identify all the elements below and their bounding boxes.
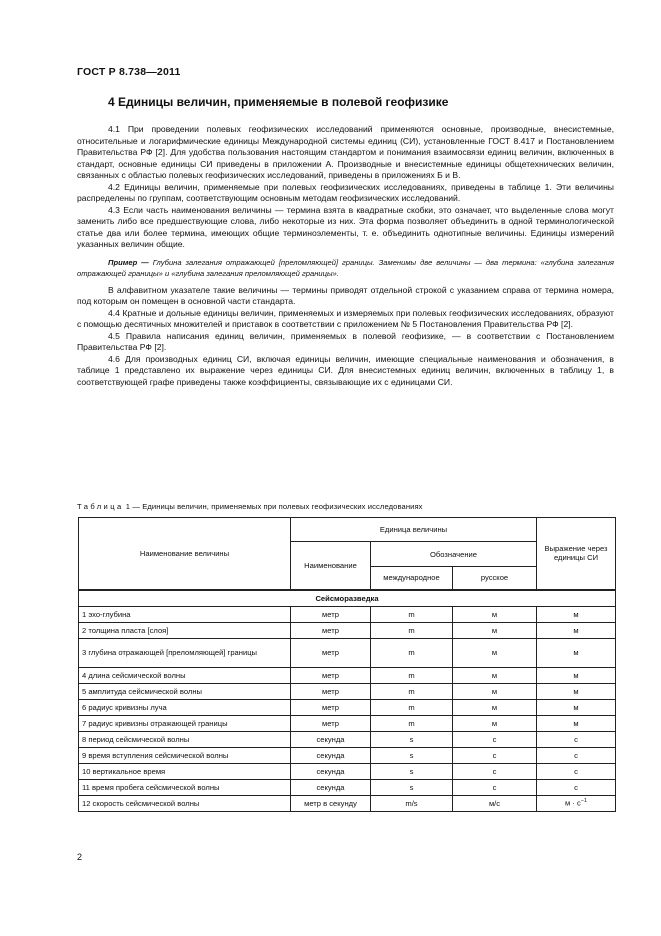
paragraph-4-2: 4.2 Единицы величин, применяемые при полевых геофизических исследованиях, приведены в таблице 1. Эти величины распределены по группам, соответствующим основным методам геофизических исследований.: [77, 181, 614, 203]
page-number: 2: [77, 852, 83, 862]
cell-si-expression: [537, 699, 616, 715]
cell-quantity-text: 4 длина сейсмической волны: [82, 670, 186, 680]
cell-unit-name: [291, 747, 371, 763]
cell-international-text: s: [409, 782, 414, 792]
cell-unit-name: [291, 699, 371, 715]
cell-quantity-text: 2 толщина пласта [слоя]: [82, 625, 169, 635]
cell-si-expression: [537, 731, 616, 747]
cell-russian-text: с: [492, 750, 497, 760]
cell-unit-name-text: секунда: [316, 782, 345, 792]
cell-quantity: [79, 747, 291, 763]
cell-si-exponent: −1: [580, 798, 588, 805]
cell-si-expression: [537, 795, 616, 811]
cell-unit-name: [291, 638, 371, 667]
cell-russian-text: м: [491, 718, 498, 728]
cell-international-text: s: [409, 766, 414, 776]
cell-international: [371, 683, 453, 699]
cell-quantity-text: 5 амплитуда сейсмической волны: [82, 686, 203, 696]
cell-international-text: m: [408, 686, 415, 696]
paragraph-index: В алфавитном указателе такие величины — термины приводят отдельной строкой с указанием справа от термина номера, под которым он помещен в основной части стандарта.: [77, 284, 614, 306]
cell-quantity-text: 9 время вступления сейсмической волны: [82, 750, 229, 760]
cell-unit-name: [291, 731, 371, 747]
cell-russian: [453, 683, 537, 699]
cell-quantity-text: 12 скорость сейсмической волны: [82, 798, 200, 808]
cell-si-expression-text: м · с: [564, 798, 581, 808]
table-row: [79, 763, 616, 779]
cell-quantity-text: 3 глубина отражающей [преломляющей] границы: [82, 648, 258, 657]
cell-quantity: [79, 638, 291, 667]
cell-international: [371, 779, 453, 795]
units-table: [78, 517, 616, 812]
cell-international: [371, 731, 453, 747]
cell-international-text: m: [408, 702, 415, 712]
cell-unit-name-text: секунда: [316, 734, 345, 744]
example-note-label: Пример —: [108, 257, 149, 267]
cell-russian: [453, 638, 537, 667]
cell-unit-name-text: метр: [322, 702, 339, 712]
cell-international: [371, 622, 453, 638]
cell-si-expression: [537, 683, 616, 699]
cell-quantity-text: 10 вертикальное время: [82, 766, 166, 776]
table-row: [79, 731, 616, 747]
cell-si-expression: [537, 715, 616, 731]
cell-si-expression-text: м: [573, 625, 579, 635]
cell-si-expression: [537, 622, 616, 638]
table-body: [79, 590, 616, 812]
cell-russian-text: м: [491, 648, 498, 657]
cell-unit-name: [291, 622, 371, 638]
cell-russian: [453, 763, 537, 779]
cell-si-expression: [537, 779, 616, 795]
cell-russian: [453, 731, 537, 747]
cell-quantity: [79, 715, 291, 731]
cell-international: [371, 606, 453, 622]
cell-unit-name-text: секунда: [316, 750, 345, 760]
section-title: 4 Единицы величин, применяемые в полевой геофизике: [108, 95, 449, 109]
cell-unit-name: [291, 779, 371, 795]
cell-quantity-text: 8 период сейсмической волны: [82, 734, 190, 744]
paragraph-4-5: 4.5 Правила написания единиц величин, применяемых в полевой геофизике, — в соответствии с Постановлением Правительства РФ [2].: [77, 330, 614, 352]
table-row: [79, 667, 616, 683]
cell-si-expression-text: с: [574, 782, 578, 792]
cell-si-expression-text: с: [574, 734, 578, 744]
table-row: [79, 747, 616, 763]
header-quantity: Наименование величины: [79, 518, 291, 590]
table-row: [79, 638, 616, 667]
cell-quantity-text: 1 эхо-глубина: [82, 609, 131, 619]
header-international: международное: [371, 567, 453, 590]
header-russian: русское: [453, 567, 537, 590]
cell-unit-name: [291, 667, 371, 683]
cell-unit-name-text: метр: [322, 648, 339, 657]
cell-international-text: m: [408, 625, 415, 635]
table-row: [79, 715, 616, 731]
cell-quantity: [79, 683, 291, 699]
table-caption-text: 1 — Единицы величин, применяемых при полевых геофизических исследованиях: [123, 502, 423, 511]
cell-russian-text: м: [491, 609, 498, 619]
cell-quantity: [79, 622, 291, 638]
table-row: [79, 699, 616, 715]
cell-international: [371, 638, 453, 667]
cell-russian: [453, 622, 537, 638]
cell-russian-text: с: [492, 782, 497, 792]
cell-si-expression-text: м: [573, 648, 579, 657]
body-text: [77, 124, 614, 388]
cell-si-expression-text: с: [574, 766, 578, 776]
cell-unit-name: [291, 606, 371, 622]
cell-russian: [453, 779, 537, 795]
group-seismic: Сейсморазведка: [79, 590, 616, 607]
cell-russian-text: м/с: [488, 798, 501, 808]
cell-russian-text: с: [492, 734, 497, 744]
table-row: [79, 795, 616, 811]
cell-russian: [453, 715, 537, 731]
header-designation: Обозначение: [371, 542, 537, 567]
cell-si-expression: [537, 638, 616, 667]
cell-international: [371, 763, 453, 779]
cell-unit-name-text: метр: [322, 718, 339, 728]
cell-si-expression-text: с: [574, 750, 578, 760]
cell-si-expression: [537, 747, 616, 763]
cell-unit-name: [291, 715, 371, 731]
cell-unit-name-text: секунда: [316, 766, 345, 776]
cell-international-text: s: [409, 750, 414, 760]
cell-russian: [453, 795, 537, 811]
cell-quantity-text: 11 время пробега сейсмической волны: [82, 782, 220, 792]
cell-international-text: m: [408, 609, 415, 619]
table-caption-label: Таблица: [77, 502, 124, 511]
group-row: [79, 590, 616, 607]
cell-russian-text: с: [492, 766, 497, 776]
cell-unit-name-text: метр: [322, 625, 339, 635]
table-row: [79, 606, 616, 622]
cell-international: [371, 795, 453, 811]
cell-quantity-text: 7 радиус кривизны отражающей границы: [82, 718, 228, 728]
cell-russian: [453, 699, 537, 715]
example-note: [77, 257, 614, 279]
cell-quantity: [79, 667, 291, 683]
cell-russian-text: м: [491, 625, 498, 635]
paragraph-4-1: 4.1 При проведении полевых геофизических исследований применяются основные, производные, внесистемные, относительные и логарифмические единицы Международной системы единиц (СИ), установленные ГОСТ 8.417 и Постановлением Правительства РФ [2]. Для удобства пользования настоящим стандартом и понимания взаимосвязи единиц величин, включенных в стандарт, основные единицы СИ приведены в приложении А. Производные и внесистемные единицы общетехнических величин, связанных с областью полевых геофизических исследований, приведены в приложениях Б и В.: [77, 124, 614, 180]
cell-quantity: [79, 699, 291, 715]
cell-quantity: [79, 763, 291, 779]
cell-russian-text: м: [491, 702, 498, 712]
cell-unit-name-text: метр: [322, 686, 339, 696]
cell-quantity: [79, 795, 291, 811]
cell-quantity: [79, 606, 291, 622]
cell-unit-name-text: метр: [322, 609, 339, 619]
cell-si-expression-text: м: [573, 702, 579, 712]
cell-international-text: m: [408, 648, 415, 657]
cell-si-expression: [537, 667, 616, 683]
document-header: ГОСТ Р 8.738—2011: [77, 66, 181, 78]
cell-quantity: [79, 779, 291, 795]
cell-unit-name: [291, 795, 371, 811]
paragraph-4-3: 4.3 Если часть наименования величины — термина взята в квадратные скобки, это означает, что выделенные слова могут заменить либо все предшествующие слова, либо некоторые из них. Эта форма позволяет объединить в одной терминологической статье два или более термина, имеющих общие терминоэлементы, т. е. объединить однотипные величины. Единицы измерений указанных величин общие.: [77, 204, 614, 249]
cell-international: [371, 699, 453, 715]
cell-international-text: m: [408, 718, 415, 728]
cell-si-expression: [537, 763, 616, 779]
cell-unit-name: [291, 683, 371, 699]
cell-si-expression: [537, 606, 616, 622]
cell-quantity-text: 6 радиус кривизны луча: [82, 702, 167, 712]
paragraph-4-4: 4.4 Кратные и дольные единицы величин, применяемых и измеряемых при полевых геофизических исследованиях, образуют с помощью десятичных множителей и приставок в соответствии с приложением № 5 Постановления Правительства РФ [2].: [77, 307, 614, 329]
cell-international: [371, 747, 453, 763]
cell-russian: [453, 606, 537, 622]
cell-quantity: [79, 731, 291, 747]
table-row: [79, 683, 616, 699]
header-unit: Единица величины: [291, 518, 537, 542]
cell-si-expression-text: м: [573, 686, 579, 696]
cell-international-text: s: [409, 734, 414, 744]
header-expression: Выражение через единицы СИ: [537, 518, 616, 590]
table-row: [79, 779, 616, 795]
cell-unit-name: [291, 763, 371, 779]
cell-unit-name-text: метр: [322, 670, 339, 680]
cell-russian: [453, 667, 537, 683]
cell-international: [371, 715, 453, 731]
paragraph-4-6: 4.6 Для производных единиц СИ, включая единицы величин, имеющие специальные наименования и обозначения, в таблице 1 представлено их выражение через единицы СИ. Для внесистемных единиц величин, включенных в таблицу 1, в соответствующей графе приведены также коэффициенты, связывающие их с единицами СИ.: [77, 353, 614, 387]
cell-si-expression-text: м: [573, 609, 579, 619]
cell-si-expression-text: м: [573, 718, 579, 728]
example-note-text: Глубина залегания отражающей [преломляющей] границы. Заменимы две величины — два термина: «глубина залегания отражающей границы» и «глубина залегания преломляющей границы».: [77, 257, 614, 278]
cell-russian: [453, 747, 537, 763]
cell-international: [371, 667, 453, 683]
cell-international-text: m/s: [405, 798, 418, 808]
cell-international-text: m: [408, 670, 415, 680]
table-caption: [77, 502, 423, 511]
cell-russian-text: м: [491, 686, 498, 696]
table-row: [79, 622, 616, 638]
cell-unit-name-text: метр в секунду: [304, 798, 357, 808]
header-unit-name: Наименование: [291, 542, 371, 590]
cell-russian-text: м: [491, 670, 498, 680]
cell-si-expression-text: м: [573, 670, 579, 680]
